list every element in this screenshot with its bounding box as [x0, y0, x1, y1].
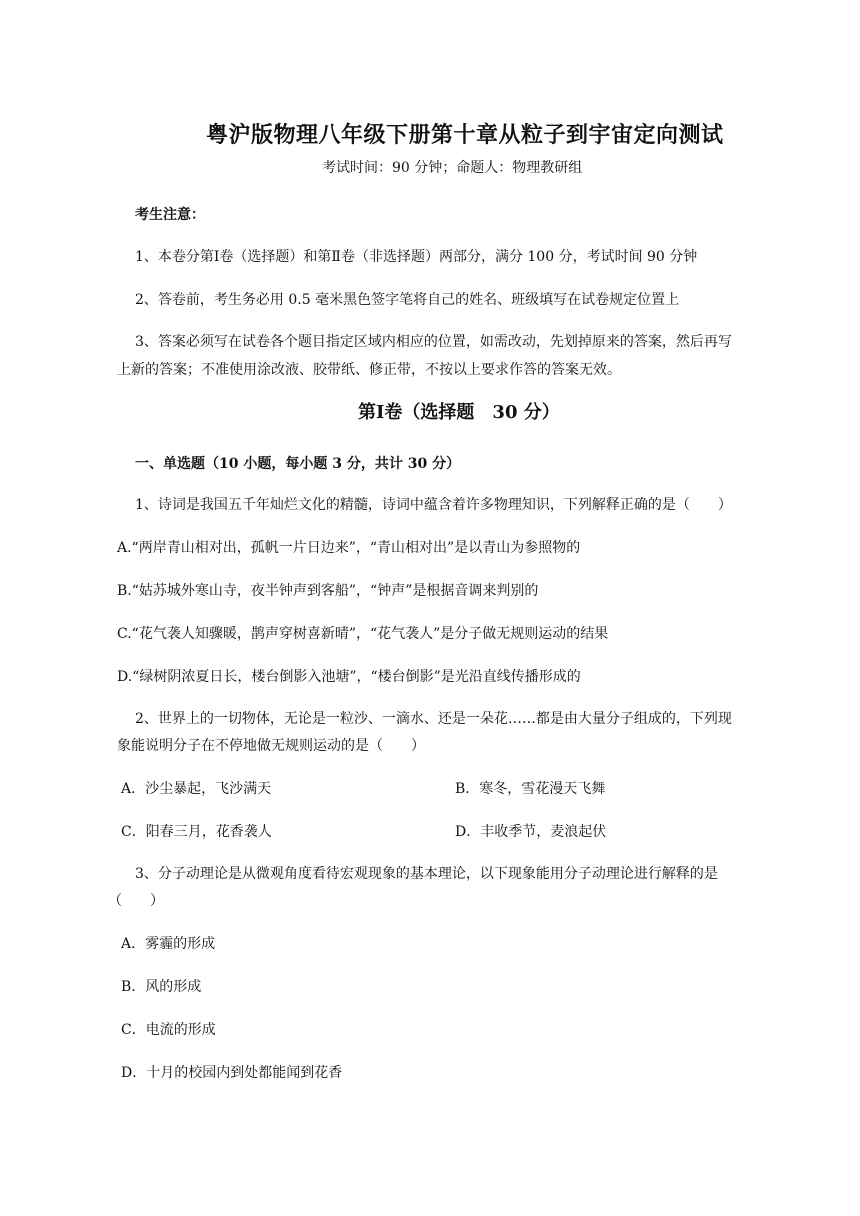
- question-1-option-b: B.“姑苏城外寒山寺，夜半钟声到客船”，“钟声”是根据音调来判别的: [117, 583, 539, 599]
- question-1-option-a: A.“两岸青山相对出，孤帆一片日边来”，“青山相对出”是以青山为参照物的: [117, 540, 581, 556]
- notice-item-3: 3、答案必须写在试卷各个题目指定区域内相应的位置，如需改动，先划掉原来的答案，然后再写: [135, 334, 732, 350]
- question-1-stem: 1、诗词是我国五千年灿烂文化的精髓，诗词中蕴含着许多物理知识，下列解释正确的是（ ）: [135, 497, 732, 513]
- section-heading: 第Ⅰ卷（选择题 30 分）: [358, 402, 560, 423]
- notice-item-3-cont: 上新的答案；不准使用涂改液、胶带纸、修正带，不按以上要求作答的答案无效。: [117, 362, 621, 378]
- question-3-stem-cont: （ ）: [108, 893, 164, 909]
- notice-item-2: 2、答卷前，考生务必用 0.5 毫米黑色签字笔将自己的姓名、班级填写在试卷规定位置上: [135, 292, 680, 308]
- exam-title: 粤沪版物理八年级下册第十章从粒子到宇宙定向测试: [206, 122, 724, 148]
- question-3-stem: 3、分子动理论是从微观角度看待宏观现象的基本理论，以下现象能用分子动理论进行解释的是: [135, 866, 718, 882]
- question-2-option-c: C．阳春三月，花香袭人: [121, 824, 272, 840]
- question-2-stem-cont: 象能说明分子在不停地做无规则运动的是（ ）: [117, 738, 425, 754]
- question-3-option-d: D．十月的校园内到处都能闻到花香: [121, 1065, 343, 1081]
- notice-item-1: 1、本卷分第Ⅰ卷（选择题）和第Ⅱ卷（非选择题）两部分，满分 100 分，考试时间 90 分钟: [135, 249, 698, 265]
- question-2-option-d: D．丰收季节，麦浪起伏: [455, 824, 607, 840]
- question-2-stem: 2、世界上的一切物体，无论是一粒沙、一滴水、还是一朵花……都是由大量分子组成的，下列现: [135, 711, 732, 727]
- question-3-option-c: C．电流的形成: [121, 1022, 216, 1038]
- question-1-option-c: C.“花气袭人知骤暖，鹊声穿树喜新晴”，“花气袭人”是分子做无规则运动的结果: [117, 626, 609, 642]
- question-1-option-d: D.“绿树阴浓夏日长，楼台倒影入池塘”，“楼台倒影”是光沿直线传播形成的: [117, 669, 581, 685]
- part-heading: 一、单选题（10 小题，每小题 3 分，共计 30 分）: [135, 456, 461, 472]
- question-3-option-a: A．雾霾的形成: [121, 936, 216, 952]
- question-3-option-b: B．风的形成: [121, 979, 202, 995]
- question-2-option-b: B．寒冬，雪花漫天飞舞: [455, 781, 606, 797]
- notice-heading: 考生注意：: [135, 207, 205, 223]
- question-2-option-a: A．沙尘暴起，飞沙满天: [121, 781, 272, 797]
- exam-subtitle: 考试时间：90 分钟；命题人：物理教研组: [322, 160, 583, 176]
